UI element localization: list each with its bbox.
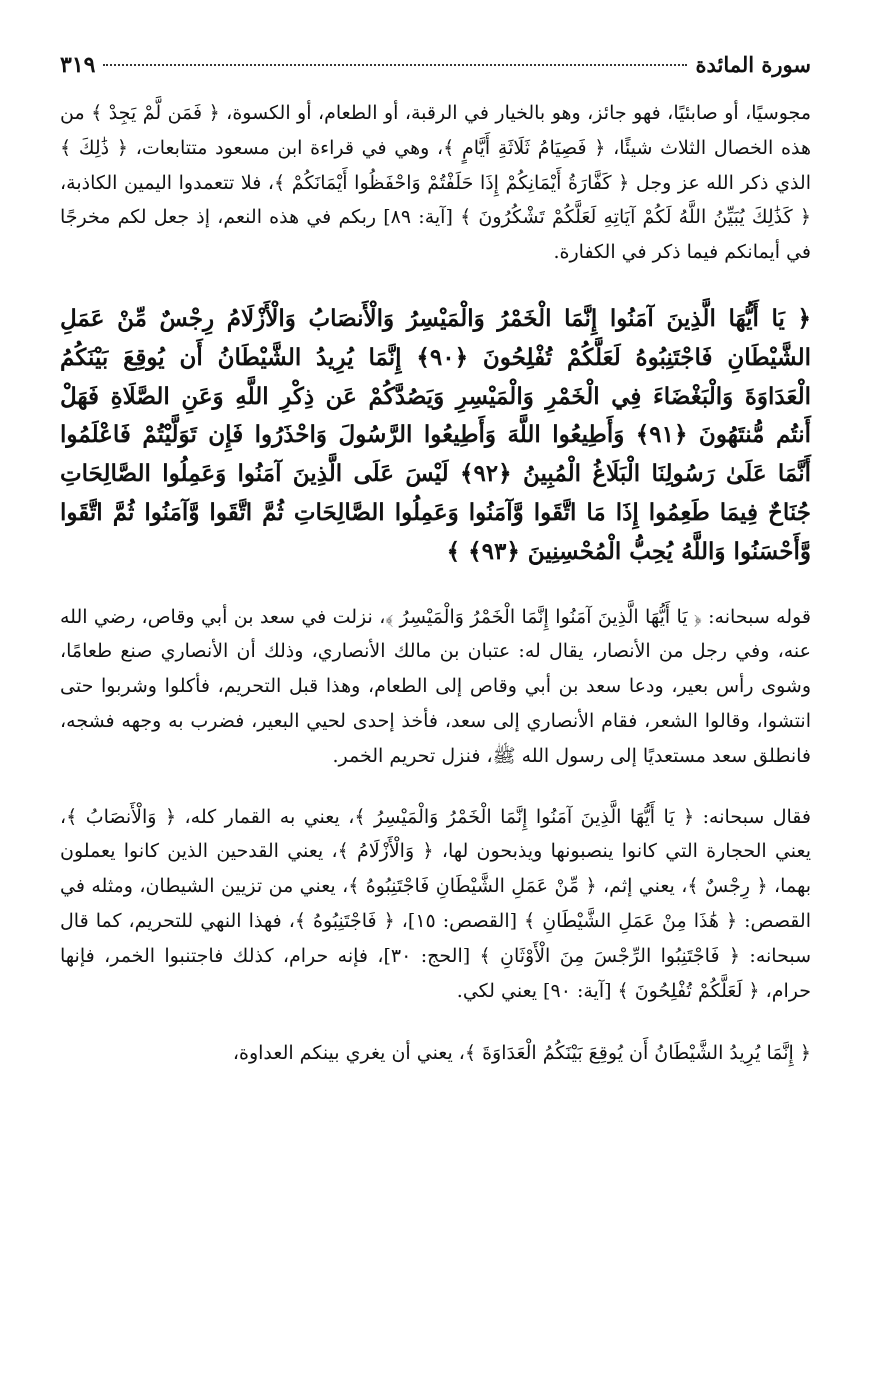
commentary-paragraph-1: قوله سبحانه: ﴿ يَا أَيُّهَا الَّذِينَ آمَنُوا إِنَّمَا الْخَمْرُ وَالْمَيْسِرُ ﴾، نزلت في سعد بن أبي وقاص، رضي الله عنه، وفي رجل من الأنصار، يقال له: عتبان بن مالك الأنصاري، وذلك أن الأنصاري صنع طعامًا، وشوى رأس بعير، ودعا سعد بن أبي وقاص إلى الطعام، وهذا قبل التحريم، فأكلوا وشربوا حتى انتشوا، وقالوا الشعر، فقام الأنصاري إلى سعد، فأخذ إحدى لحيي البعير، فضرب به وجهه فشجه، فانطلق سعد مستعديًا إلى رسول الله ﷺ، فنزل تحريم الخمر. <box>60 605 811 767</box>
page-header <box>60 52 811 94</box>
commentary-paragraph-2: فقال سبحانه: ﴿ يَا أَيُّهَا الَّذِينَ آمَنُوا إِنَّمَا الْخَمْرُ وَالْمَيْسِرُ ﴾، يعني به القمار كله، ﴿ وَالْأَنصَابُ ﴾، يعني الحجارة التي كانوا ينصبونها ويذبحون لها، ﴿ وَالْأَزْلَامُ ﴾، يعني القدحين الذين كانوا يعملون بهما، ﴿ رِجْسٌ ﴾، يعني إثم، ﴿ مِّنْ عَمَلِ الشَّيْطَانِ فَاجْتَنِبُوهُ ﴾، يعني من تزيين الشيطان، ومثله في القصص: ﴿ هَٰذَا مِنْ عَمَلِ الشَّيْطَانِ ﴾ [القصص: ١٥]، ﴿ فَاجْتَنِبُوهُ ﴾، فهذا النهي للتحريم، كما قال سبحانه: ﴿ فَاجْتَنِبُوا الرِّجْسَ مِنَ الْأَوْثَانِ ﴾ [الحج: ٣٠]، فإنه حرام، كذلك فاجتنبوا الخمر، فإنها حرام، ﴿ لَعَلَّكُمْ تُفْلِحُونَ ﴾ [آية: ٩٠] يعني لكي. <box>60 805 811 1002</box>
header-dotted-leader <box>103 64 687 66</box>
commentary-paragraph-3: ﴿ إِنَّمَا يُرِيدُ الشَّيْطَانُ أَن يُوقِعَ بَيْنَكُمُ الْعَدَاوَةَ ﴾، يعني أن يغري بينكم العداوة، <box>232 1042 811 1065</box>
page-number: ٣١٩ <box>60 52 96 78</box>
intro-paragraph: مجوسيًا، أو صابئيًا، فهو جائز، وهو بالخيار في الرقبة، أو الطعام، أو الكسوة، ﴿ فَمَن لَّمْ يَجِدْ ﴾ من هذه الخصال الثلاث شيئًا، ﴿ فَصِيَامُ ثَلَاثَةِ أَيَّامٍ ﴾، وهي في قراءة ابن مسعود متتابعات، ﴿ ذَٰلِكَ ﴾ الذي ذكر الله عز وجل ﴿ كَفَّارَةُ أَيْمَانِكُمْ إِذَا حَلَفْتُمْ وَاحْفَظُوا أَيْمَانَكُمْ ﴾، فلا تتعمدوا اليمين الكاذبة، ﴿ كَذَٰلِكَ يُبَيِّنُ اللَّهُ لَكُمْ آيَاتِهِ لَعَلَّكُمْ تَشْكُرُونَ ﴾ [آية: ٨٩] ربكم في هذه النعم، إذ جعل لكم مخرجًا في أيمانكم فيما ذكر في الكفارة. <box>60 102 812 264</box>
quran-verses-block: ﴿ يَا أَيُّهَا الَّذِينَ آمَنُوا إِنَّمَا الْخَمْرُ وَالْمَيْسِرُ وَالْأَنصَابُ وَالْأَزْلَامُ رِجْسٌ مِّنْ عَمَلِ الشَّيْطَانِ فَاجْتَنِبُوهُ لَعَلَّكُمْ تُفْلِحُونَ ﴿٩٠﴾ إِنَّمَا يُرِيدُ الشَّيْطَانُ أَن يُوقِعَ بَيْنَكُمُ الْعَدَاوَةَ وَالْبَغْضَاءَ فِي الْخَمْرِ وَالْمَيْسِرِ وَيَصُدَّكُمْ عَن ذِكْرِ اللَّهِ وَعَنِ الصَّلَاةِ فَهَلْ أَنتُم مُّنتَهُونَ ﴿٩١﴾ وَأَطِيعُوا اللَّهَ وَأَطِيعُوا الرَّسُولَ وَاحْذَرُوا فَإِن تَوَلَّيْتُمْ فَاعْلَمُوا أَنَّمَا عَلَىٰ رَسُولِنَا الْبَلَاغُ الْمُبِينُ ﴿٩٢﴾ لَيْسَ عَلَى الَّذِينَ آمَنُوا وَعَمِلُوا الصَّالِحَاتِ جُنَاحٌ فِيمَا طَعِمُوا إِذَا مَا اتَّقَوا وَّآمَنُوا وَعَمِلُوا الصَّالِحَاتِ ثُمَّ اتَّقَوا وَّآمَنُوا ثُمَّ اتَّقَوا وَّأَحْسَنُوا وَاللَّهُ يُحِبُّ الْمُحْسِنِينَ ﴿٩٣﴾ ﴾ <box>60 304 811 565</box>
surah-title: سورة المائدة <box>695 52 811 77</box>
